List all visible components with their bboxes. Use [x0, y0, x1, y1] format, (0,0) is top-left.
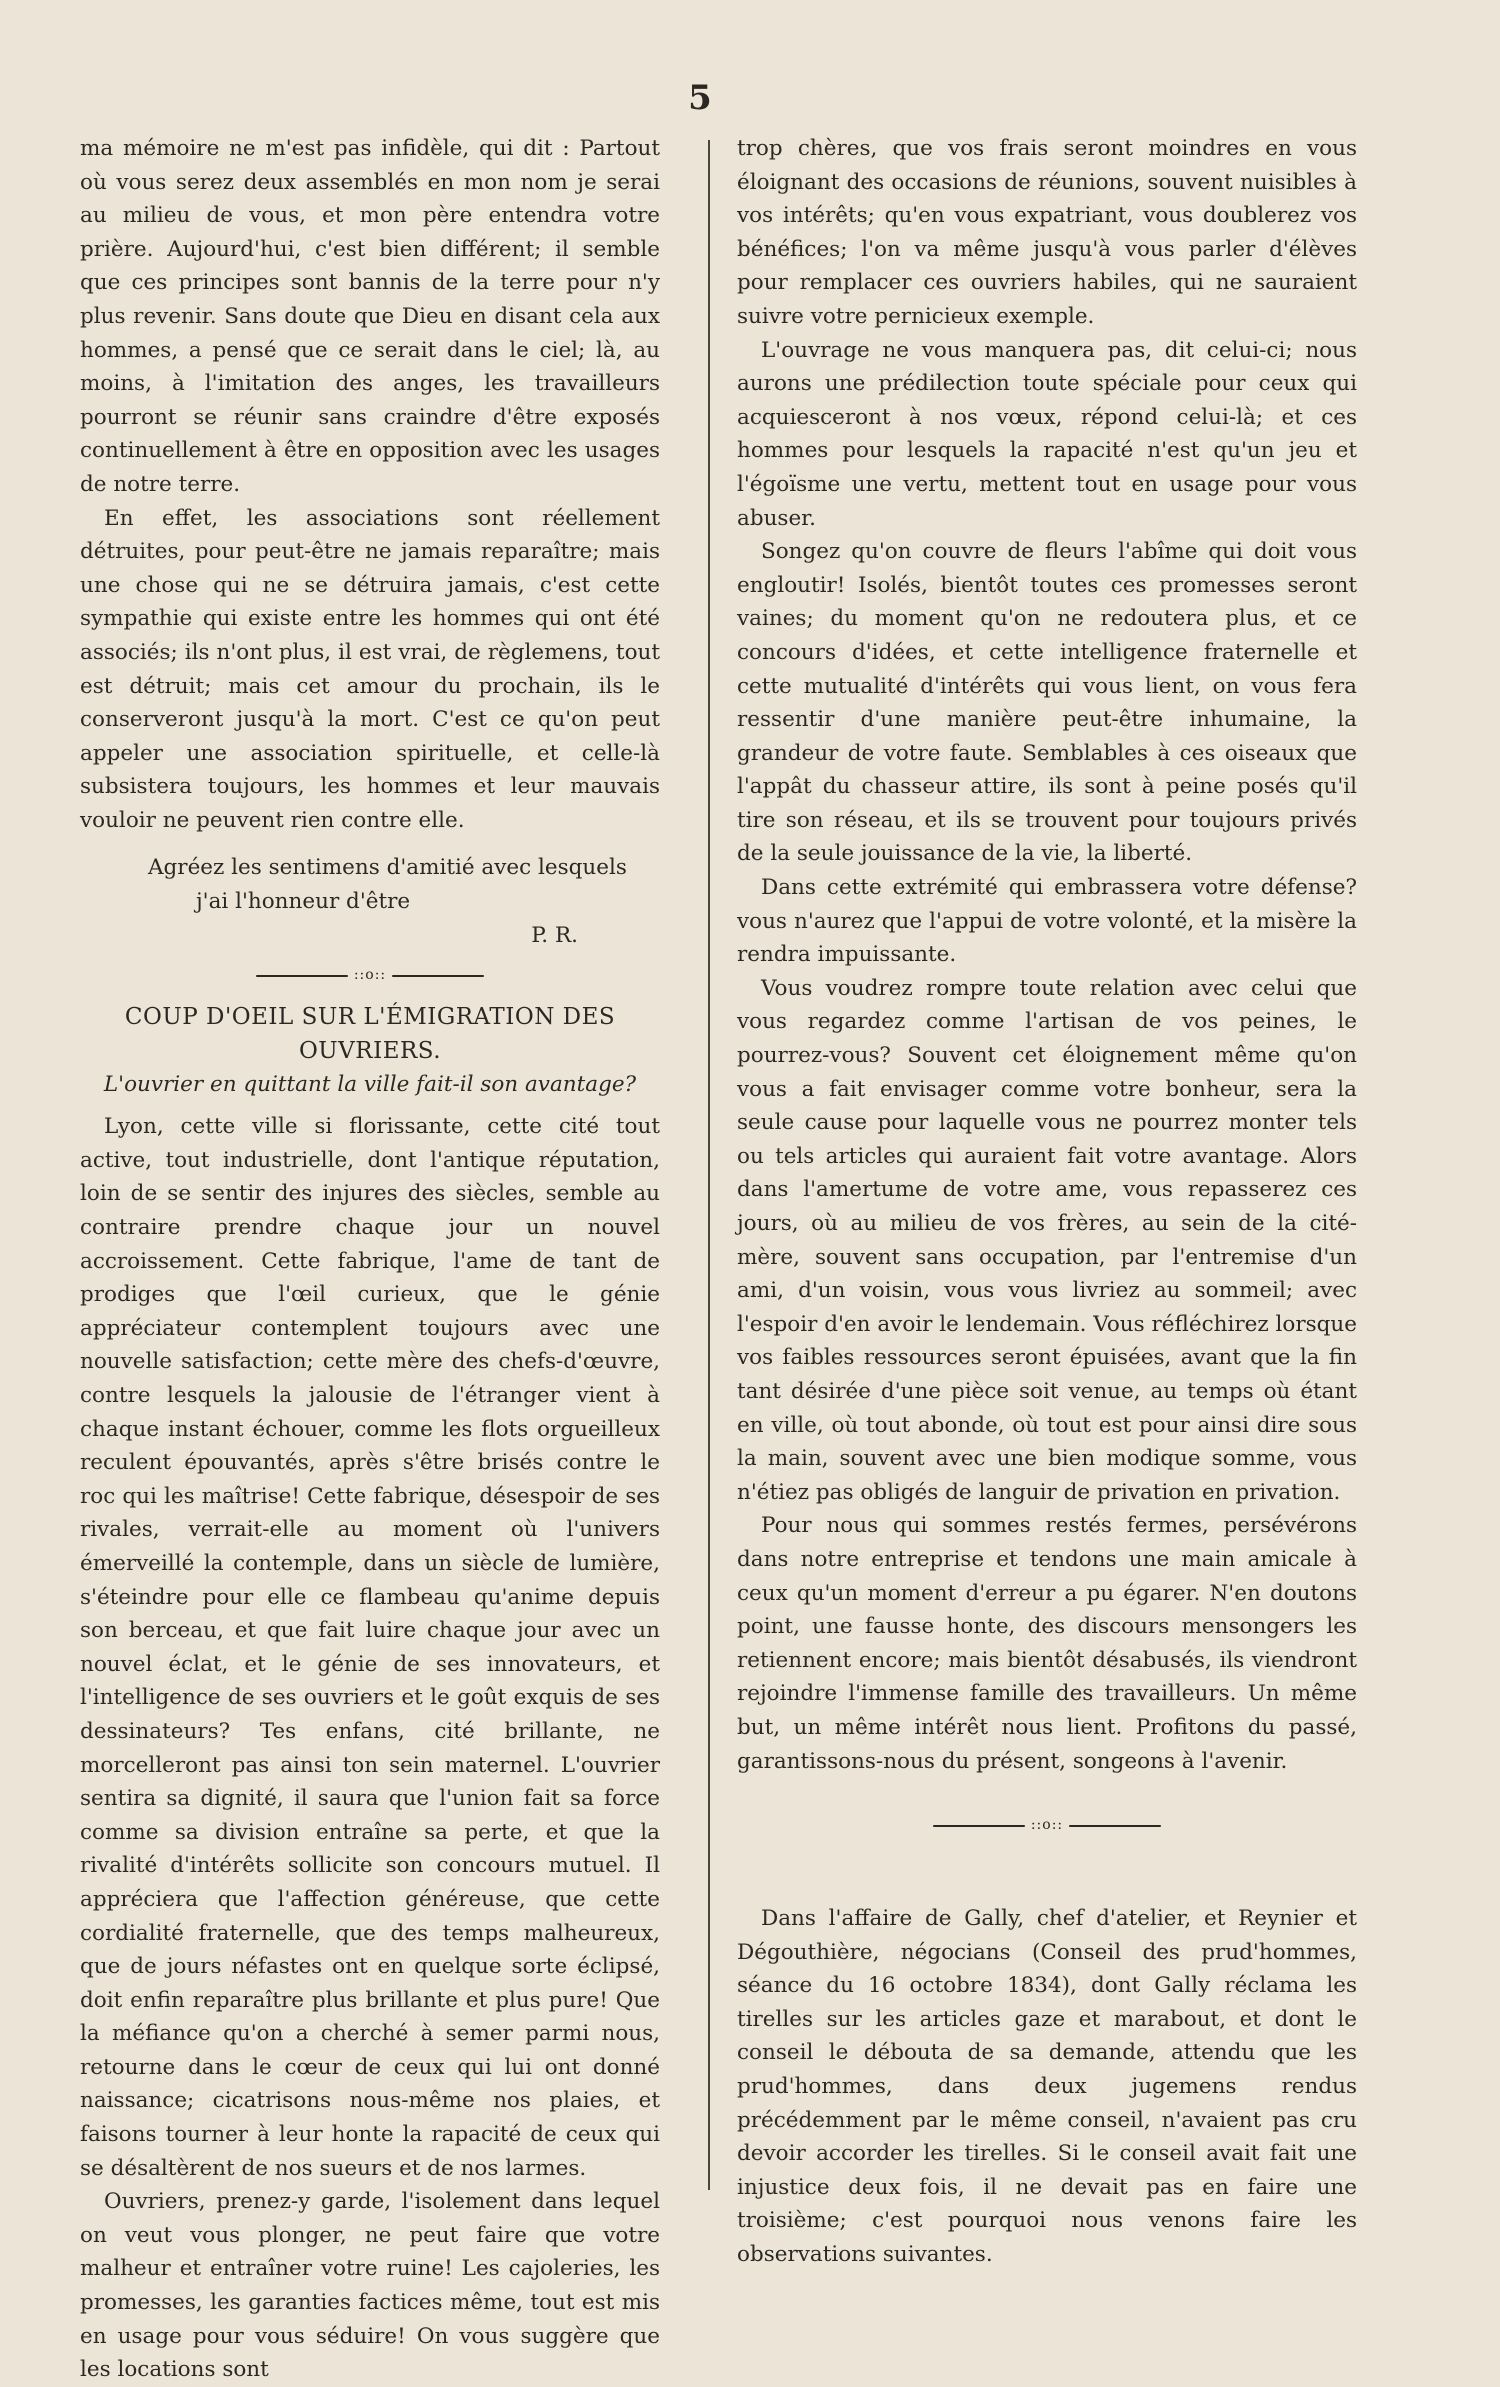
divider-ornament: ::o:: — [1030, 1817, 1064, 1834]
article-title: COUP D'OEIL SUR L'ÉMIGRATION DES OUVRIERS. — [124, 1004, 616, 1065]
article-paragraph: L'ouvrage ne vous manquera pas, dit celui-ci; nous aurons une prédilection toute spéciale pour ceux qui acquiesceront à nos vœux, répond celui-là; et ces hommes pour lesquels la rapacité n'est qu'un jeu et l'égoïsme une vertu, mettent tout en usage pour vous abuser. — [737, 337, 1357, 531]
letter-paragraph: En effet, les associations sont réellement détruites, pour peut-être ne jamais reparaître; mais une chose qui ne se détruira jamais, c'est cette sympathie qui existe entre les hommes qui ont été associés; ils n'ont plus, il est vrai, de règlemens, tout est détruit; mais cet amour du prochain, ils le conserveront jusqu'à la mort. C'est ce qu'on peut appeler une association spirituelle, et celle-là subsistera toujours, les hommes et leur mauvais vouloir ne peuvent rien contre elle. — [80, 505, 660, 833]
divider-line — [933, 1825, 1025, 1827]
article-paragraph: Vous voudrez rompre toute relation avec celui que vous regardez comme l'artisan de vos peines, le pourrez-vous? Souvent cet éloignement même qu'on vous a fait envisager comme votre bonheur, sera la seule cause pour laquelle vous ne pourrez monter tels ou tels articles qui auraient fait votre avantage. Alors dans l'amertume de votre ame, vous repasserez ces jours, où au milieu de vos frères, au sein de la cité-mère, souvent sans occupation, par l'entremise d'un ami, d'un voisin, vous vous livriez au sommeil; avec l'espoir d'en avoir le lendemain. Vous réfléchirez lorsque vos faibles ressources seront épuisées, avant que la fin tant désirée d'une pièce soit venue, au temps où étant en ville, où tout abonde, où tout est pour ainsi dire sous la main, souvent avec une bien modique somme, vous n'étiez pas obligés de languir de privation en privation. — [737, 975, 1357, 1505]
column-separator — [708, 140, 710, 2190]
left-column — [80, 132, 660, 2387]
letter-closing: Agréez les sentimens d'amitié avec lesquels — [148, 855, 627, 881]
article-paragraph: trop chères, que vos frais seront moindres en vous éloignant des occasions de réunions, souvent nuisibles à vos intérêts; qu'en vous expatriant, vous doublerez vos bénéfices; l'on va même jusqu'à vous parler d'élèves pour remplacer ces ouvriers habiles, qui ne sauraient suivre votre pernicieux exemple. — [737, 136, 1357, 329]
divider-line — [392, 975, 484, 977]
divider-line — [256, 975, 348, 977]
article-subtitle: L'ouvrier en quittant la ville fait-il son avantage? — [103, 1072, 637, 1098]
article-paragraph: Ouvriers, prenez-y garde, l'isolement dans lequel on veut vous plonger, ne peut faire que votre malheur et entraîner votre ruine! Les cajoleries, les promesses, les garanties factices même, tout est mis en usage pour vous séduire! On vous suggère que les locations sont — [80, 2189, 660, 2383]
article-paragraph: Lyon, cette ville si florissante, cette cité tout active, tout industrielle, dont l'antique réputation, loin de se sentir des injures des siècles, semble au contraire prendre chaque jour un nouvel accroissement. Cette fabrique, l'ame de tant de prodiges que l'œil curieux, que le génie appréciateur contemplent toujours avec une nouvelle satisfaction; cette mère des chefs-d'œuvre, contre lesquels la jalousie de l'étranger vient à chaque instant échouer, comme les flots orgueilleux reculent épouvantés, après s'être brisés contre le roc qui les maîtrise! Cette fabrique, désespoir de ses rivales, verrait-elle au moment où l'univers émerveillé la contemple, dans un siècle de lumière, s'éteindre pour elle ce flambeau qu'anime depuis son berceau, et que fait luire chaque jour avec un nouvel éclat, et le génie de ses innovateurs, et l'intelligence de ses ouvriers et le goût exquis de ses dessinateurs? Tes enfans, cité brillante, ne morcelleront pas ainsi ton sein maternel. L'ouvrier sentira sa dignité, il saura que l'union fait sa force comme sa division entraîne sa perte, et que la rivalité d'intérêts sollicite son concours mutuel. Il appréciera que l'affection généreuse, que cette cordialité fraternelle, que des temps malheureux, que de jours néfastes ont en quelque sorte éclipsé, doit enfin reparaître plus brillante et plus pure! Que la méfiance qu'on a cherché à semer parmi nous, retourne dans le cœur de ceux qui lui ont donné naissance; cicatrisons nous-même nos plaies, et faisons tourner à leur honte la rapacité de ceux qui se désaltèrent de nos sueurs et de nos larmes. — [80, 1114, 660, 2181]
article-paragraph: Dans l'affaire de Gally, chef d'atelier, et Reynier et Dégouthière, négocians (Conseil des prud'hommes, séance du 16 octobre 1834), dont Gally réclama les tirelles sur les articles gaze et marabout, et dont le conseil le débouta de sa demande, attendu que les prud'hommes, dans deux jugemens rendus précédemment par le même conseil, n'avaient pas cru devoir accorder les tirelles. Si le conseil avait fait une injustice deux fois, il ne devait pas en faire une troisième; c'est pourquoi nous venons faire les observations suivantes. — [737, 1906, 1357, 2268]
article-paragraph: Pour nous qui sommes restés fermes, persévérons dans notre entreprise et tendons une main amicale à ceux qu'un moment d'erreur a pu égarer. N'en doutons point, une fausse honte, des discours mensongers les retiennent encore; mais bientôt désabusés, ils viendront rejoindre l'immense famille des travailleurs. Un même but, un même intérêt nous lient. Profitons du passé, garantissons-nous du présent, songeons à l'avenir. — [737, 1513, 1357, 1774]
article-paragraph: Dans cette extrémité qui embrassera votre défense? vous n'aurez que l'appui de votre volonté, et la misère la rendra impuissante. — [737, 875, 1357, 968]
section-divider — [737, 1808, 1357, 1844]
section-divider — [80, 958, 660, 994]
letter-signature: P. R. — [531, 922, 578, 948]
article-paragraph: Songez qu'on couvre de fleurs l'abîme qui doit vous engloutir! Isolés, bientôt toutes ces promesses seront vaines; du moment qu'on ne redoutera plus, et ce concours d'idées, et cette intelligence fraternelle et cette mutualité d'intérêts qui vous lient, on vous fera ressentir d'une manière peut-être inhumaine, la grandeur de votre faute. Semblables à ces oiseaux que l'appât du chasseur attire, ils sont à peine posés qu'il tire son réseau, et ils se trouvent pour toujours privés de la seule jouissance de la vie, la liberté. — [737, 539, 1357, 867]
letter-closing: j'ai l'honneur d'être — [196, 889, 411, 915]
letter-paragraph: ma mémoire ne m'est pas infidèle, qui dit : Partout où vous serez deux assemblés en mon nom je serai au milieu de vous, et mon père entendra votre prière. Aujourd'hui, c'est bien différent; il semble que ces principes sont bannis de la terre pour n'y plus revenir. Sans doute que Dieu en disant cela aux hommes, a pensé que ce serait dans le ciel; là, au moins, à l'imitation des anges, les travailleurs pourront se réunir sans craindre d'être exposés continuellement à être en opposition avec les usages de notre terre. — [80, 136, 660, 497]
right-column — [737, 132, 1357, 2272]
page-number: 5 — [688, 78, 712, 118]
divider-ornament: ::o:: — [353, 967, 387, 984]
divider-line — [1069, 1825, 1161, 1827]
